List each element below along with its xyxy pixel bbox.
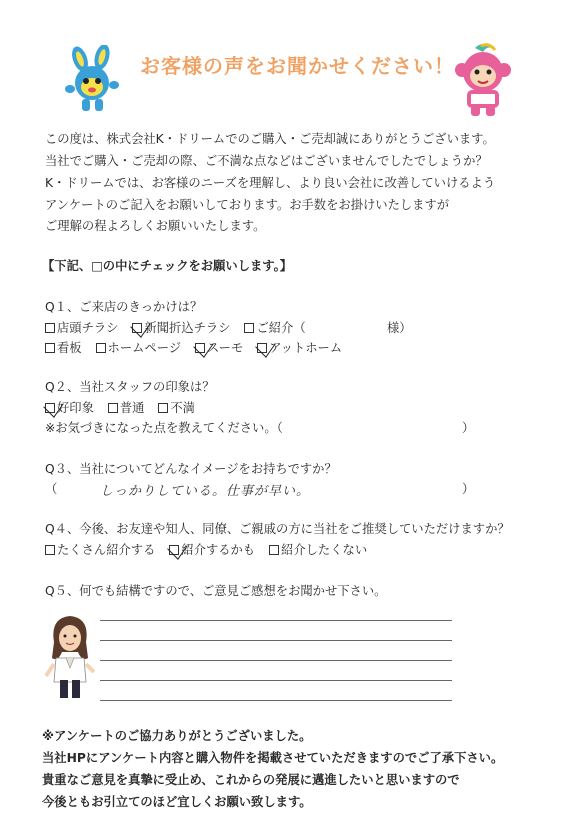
footer-line-4: 今後ともお引立てのほど宜しくお願い致します。 bbox=[42, 795, 312, 809]
q4-option-no[interactable]: 紹介したくない bbox=[269, 543, 367, 557]
q3-handwritten-answer: しっかりしている。仕事が早い。 bbox=[100, 484, 311, 499]
q2-note-close: ） bbox=[462, 421, 475, 435]
checkbox[interactable] bbox=[45, 343, 55, 353]
footer-line-2: 当社HPにアンケート内容と購入物件を掲載させていただきますのでご了承下さい。 bbox=[42, 751, 504, 765]
checkbox[interactable] bbox=[108, 403, 118, 413]
q4-option-maybe[interactable]: 紹介するかも bbox=[169, 543, 255, 557]
footer-line-3: 貴重なご意見を真摯に受止め、これからの発展に邁進したいと思いますので bbox=[42, 773, 460, 787]
blue-mascot-illustration bbox=[62, 45, 124, 117]
q4-label: Q４、今後、お友達や知人、同僚、ご親戚の方に当社をご推奨していただけますか？ bbox=[45, 522, 510, 536]
checkbox-checked[interactable] bbox=[169, 545, 179, 555]
q3-close-paren: ） bbox=[462, 482, 475, 496]
q2-option-normal[interactable]: 普通 bbox=[108, 401, 145, 415]
checkbox-checked[interactable] bbox=[132, 323, 142, 333]
checkbox[interactable] bbox=[269, 545, 279, 555]
checkbox-checked[interactable] bbox=[257, 343, 267, 353]
q5-label: Q５、何でも結構ですので、ご意見ご感想をお聞かせ下さい。 bbox=[45, 584, 387, 598]
checkbox[interactable] bbox=[244, 323, 254, 333]
q1-option-referral[interactable]: ご紹介（ bbox=[244, 321, 305, 335]
answer-line-5[interactable] bbox=[100, 700, 452, 701]
checkbox[interactable] bbox=[158, 403, 168, 413]
q2-label: Q２、当社スタッフの印象は？ bbox=[45, 380, 215, 394]
q2-option-dissatisfied[interactable]: 不満 bbox=[158, 401, 195, 415]
intro-line-4: アンケートのご記入をお願いしております。お手数をお掛けいたしますが bbox=[45, 198, 450, 212]
q2-option-good[interactable]: 好印象 bbox=[45, 401, 94, 415]
answer-line-2[interactable] bbox=[100, 640, 452, 641]
checkbox-checked[interactable] bbox=[195, 343, 205, 353]
intro-line-3: K・ドリームでは、お客様のニーズを理解し、より良い会社に改善していけるよう bbox=[45, 176, 496, 190]
q1-option-homepage[interactable]: ホームページ bbox=[96, 341, 182, 355]
q1-option-suumo[interactable]: スーモ bbox=[195, 341, 243, 355]
checkbox-checked[interactable] bbox=[45, 403, 55, 413]
q3-label: Q３、当社についてどんなイメージをお持ちですか？ bbox=[45, 462, 337, 476]
instruction: 【下記、□の中にチェックをお願いします。】 bbox=[42, 259, 293, 273]
page-title: お客様の声をお聞かせください！ bbox=[140, 54, 455, 78]
intro-line-1: この度は、株式会社K・ドリームでのご購入・ご売却誠にありがとうございます。 bbox=[45, 132, 495, 146]
checkbox[interactable] bbox=[45, 545, 55, 555]
q2-options bbox=[45, 400, 195, 416]
q4-options bbox=[45, 542, 367, 558]
q2-note: ※お気づきになった点を教えてください。（ bbox=[45, 421, 283, 435]
staff-illustration bbox=[42, 612, 98, 700]
footer-line-1: ※アンケートのご協力ありがとうございました。 bbox=[42, 729, 312, 743]
answer-line-1[interactable] bbox=[100, 620, 452, 621]
q1-referral-suffix: 様） bbox=[387, 321, 412, 335]
q1-row2 bbox=[45, 340, 342, 356]
q1-option-newspaper-flyer[interactable]: 新聞折込チラシ bbox=[132, 321, 230, 335]
pink-mascot-illustration bbox=[445, 42, 523, 118]
q1-option-athome[interactable]: アットホーム bbox=[257, 341, 342, 355]
q4-option-many[interactable]: たくさん紹介する bbox=[45, 543, 155, 557]
checkbox[interactable] bbox=[45, 323, 55, 333]
q1-option-storefront-flyer[interactable]: 店頭チラシ bbox=[45, 321, 119, 335]
q1-row1 bbox=[45, 320, 306, 336]
checkbox[interactable] bbox=[96, 343, 106, 353]
q1-option-signboard[interactable]: 看板 bbox=[45, 341, 82, 355]
answer-line-3[interactable] bbox=[100, 660, 452, 661]
q3-open-paren: （ bbox=[45, 482, 58, 496]
intro-line-5: ご理解の程よろしくお願いいたします。 bbox=[45, 219, 266, 233]
answer-line-4[interactable] bbox=[100, 680, 452, 681]
q1-label: Q１、ご来店のきっかけは？ bbox=[45, 300, 203, 314]
intro-line-2: 当社でご購入・ご売却の際、ご不満な点などはございませんでしたでしょうか？ bbox=[45, 154, 488, 168]
